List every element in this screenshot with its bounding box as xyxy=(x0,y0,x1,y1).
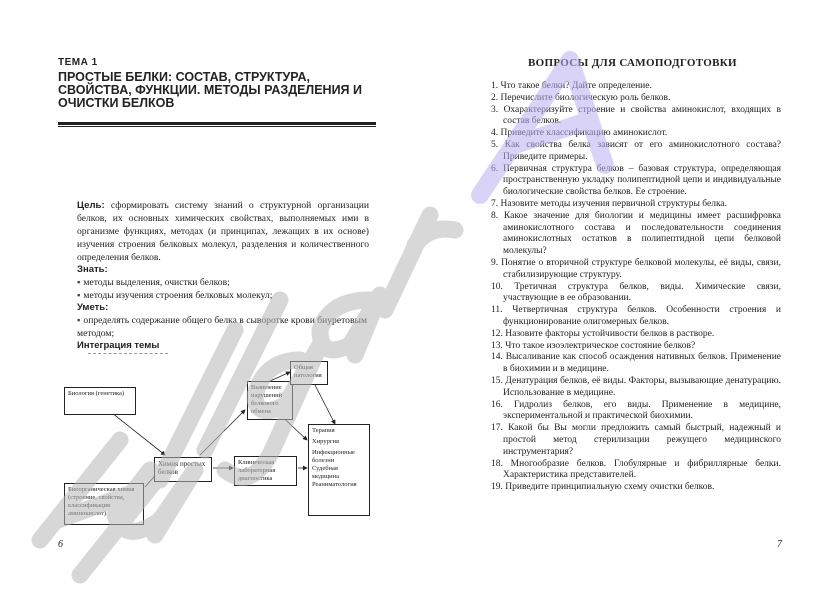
know-item: ▪ методы выделения, очистки белков; xyxy=(77,277,230,288)
arrow-chem-disorders xyxy=(200,410,245,455)
question-item: 18. Многообразие белков. Глобулярные и фибриллярные белки. Характеристика представителей. xyxy=(491,458,781,481)
question-item: 17. Какой бы Вы могли предложить самый быстрый, надежный и простой метод стерилизации режущего медицинского инструментария? xyxy=(491,423,781,457)
question-item: 15. Денатурация белков, её виды. Факторы, вызывающие денатурацию. Использование в медицине. xyxy=(491,375,781,398)
right-page xyxy=(420,0,840,596)
question-item: 9. Понятие о вторичной структуре белковой молекулы, её виды, связи, стабилизирующие структуру. xyxy=(491,257,781,280)
diagram-box-general-pathology: Общая патология xyxy=(290,361,328,385)
question-item: 16. Гидролиз белков, его виды. Применение в медицине, экспериментальной и практической биохимии. xyxy=(491,399,781,422)
know-heading: Знать: xyxy=(77,264,108,275)
diagram-box-bioorganic: Биоорганическая химия (строение, свойства, классификация аминокислот) xyxy=(64,483,144,525)
specialty-item: Судебная медицина xyxy=(312,465,340,480)
question-item: 10. Третичная структура белков, виды. Химические связи, участвующие в ее образовании. xyxy=(491,281,781,304)
question-item: 4. Приведите классификацию аминокислот. xyxy=(491,128,668,139)
diagram-box-protein-chemistry: Химия простых белков xyxy=(154,457,212,482)
diagram-box-biology: Биология (генетика) xyxy=(64,387,136,415)
diagram-box-specialties xyxy=(308,424,370,516)
question-item: 19. Приведите принципиальную схему очистки белков. xyxy=(491,482,715,493)
question-item: 6. Первичная структура белков – базовая структура, определяющая пространственную укладку полипептидной цепи и индивидуальные биологические свойства белков. Ее строение. xyxy=(491,163,781,198)
page-number-left: 6 xyxy=(58,539,63,550)
question-item: 11. Четвертичная структура белков. Особенности строения и функционирование олигомерных белков. xyxy=(491,305,781,327)
can-heading: Уметь: xyxy=(77,302,109,313)
question-item: 14. Высаливание как способ осаждения нативных белков. Применение в биохимии и в медицине. xyxy=(491,352,781,375)
goal-text: сформировать систему знаний о структурной организации белков, их основных химических свойствах, выполняемых ими в организме функциях, методах (и принципах, лежащих в их основе) изучения строения белковых молекул, разделения и количественного определения белков. xyxy=(77,200,369,263)
specialty-item: Хирургия xyxy=(312,438,339,445)
question-item: 7. Назовите методы изучения первичной структуры белка. xyxy=(491,198,728,209)
questions-title: ВОПРОСЫ ДЛЯ САМОПОДГОТОВКИ xyxy=(528,57,737,69)
question-item: 8. Какое значение для биологии и медицины имеет расшифровка аминокислотного состава и последовательности соединения аминокислотных остатков в полипептидной цепи белковой молекулы? xyxy=(491,210,781,257)
integration-heading: Интеграция темы xyxy=(77,340,160,351)
bullet-icon: ▪ xyxy=(77,315,81,326)
question-item: 5. Как свойства белка зависят от его аминокислотного состава? Приведите примеры. xyxy=(491,139,781,162)
question-item: 12. Назовите факторы устойчивости белков в растворе. xyxy=(491,328,715,339)
know-item: ▪ методы изучения строения белковых молекул; xyxy=(77,290,273,301)
goal-label: Цель: xyxy=(77,200,105,211)
bullet-icon: ▪ xyxy=(77,290,81,301)
diagram-box-metabolism-disorders: Выявление нарушений белкового обмена xyxy=(247,381,293,420)
question-item: 1. Что такое белки? Дайте определение. xyxy=(491,81,652,91)
specialty-item: Реаниматология xyxy=(312,481,357,488)
question-item: 2. Перечислите биологическую роль белков. xyxy=(491,92,671,103)
topic-label: ТЕМА 1 xyxy=(58,57,98,68)
bullet-icon: ▪ xyxy=(77,277,81,288)
can-item: ▪ определять содержание общего белка в сыворотке крови биуретовым методом; xyxy=(77,315,368,339)
arrow-pathology-specialties xyxy=(315,385,335,424)
specialty-item: Терапия xyxy=(312,427,335,434)
question-item: 13. Что такое изоэлектрическое состояние белков? xyxy=(491,340,696,351)
question-item: 3. Охарактеризуйте строение и свойства аминокислот, входящих в состав белков. xyxy=(491,104,781,127)
chapter-title: ПРОСТЫЕ БЕЛКИ: СОСТАВ, СТРУКТУРА, СВОЙСТВА, ФУНКЦИИ. МЕТОДЫ РАЗДЕЛЕНИЯ И ОЧИСТКИ БЕЛКОВ xyxy=(58,70,362,110)
page-number-right: 7 xyxy=(777,539,782,550)
specialty-item: Инфекционные болезни xyxy=(312,449,355,464)
diagram-box-clinical-diagnostics: Клиническая лабораторная диагностика xyxy=(234,456,297,486)
questions-list xyxy=(491,81,781,494)
